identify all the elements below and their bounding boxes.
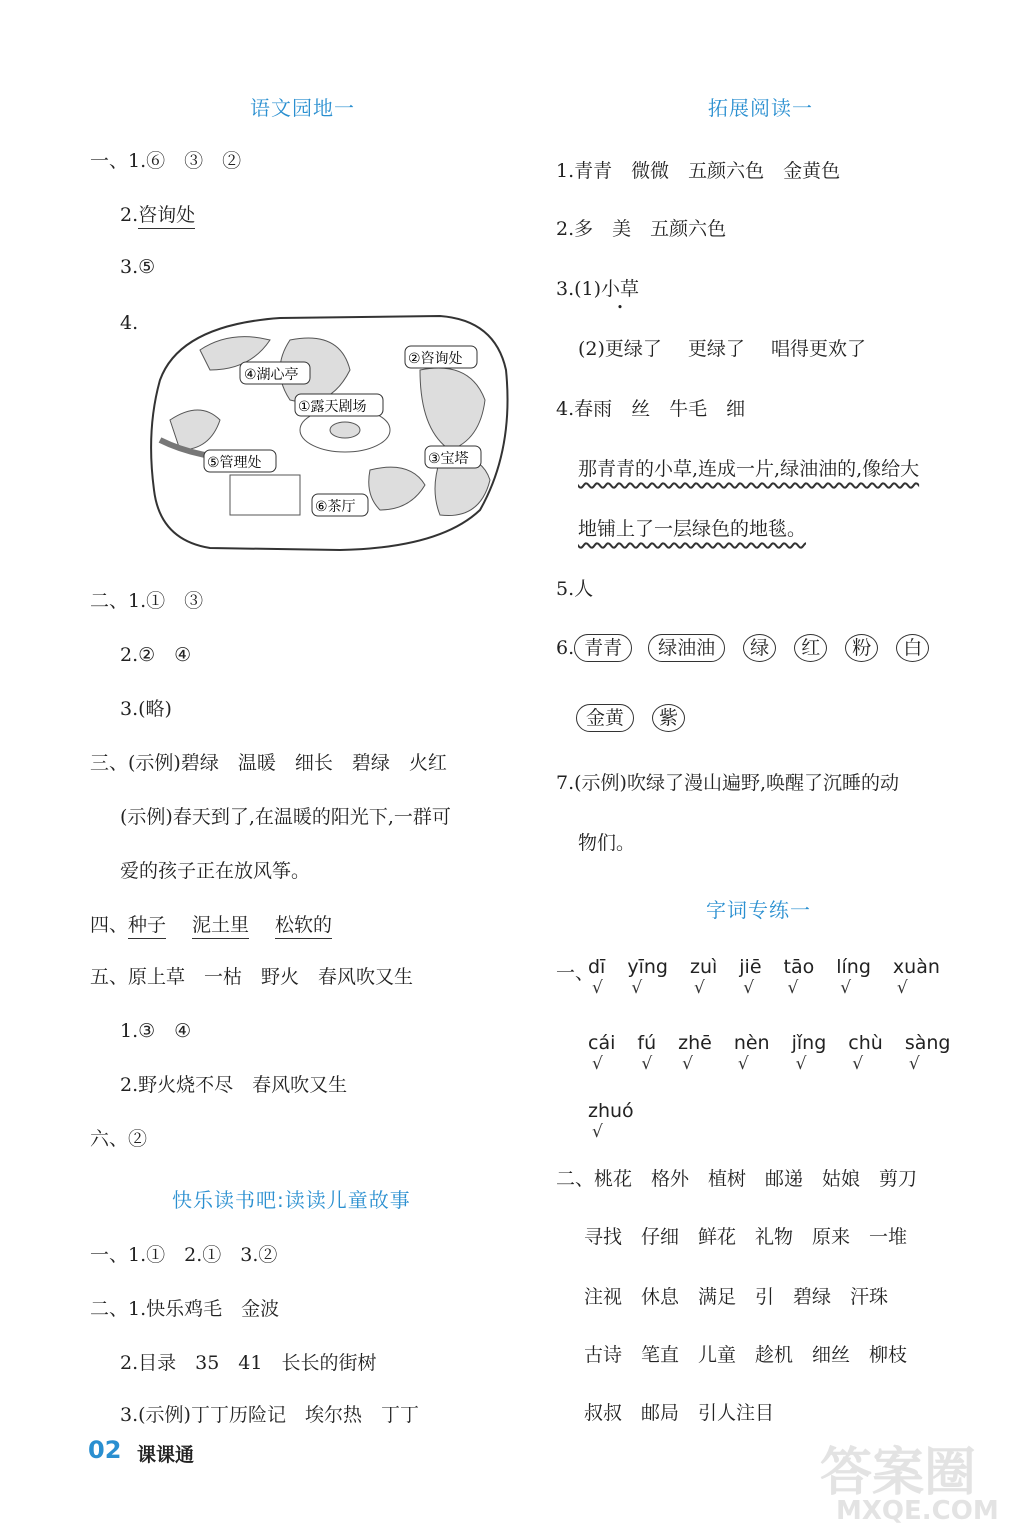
pinyin-item: jiē √ <box>739 956 762 998</box>
underlined-answer: 松软的 <box>275 914 332 939</box>
underlined-answer: 咨询处 <box>138 204 195 229</box>
answer-line <box>576 704 685 732</box>
answer-line: 4.春雨 丝 牛毛 细 <box>556 398 746 420</box>
brand-name: 课课通 <box>137 1444 195 1466</box>
pinyin-item: zhuó √ <box>588 1100 634 1142</box>
map-label: ③宝塔 <box>428 451 469 467</box>
map-label: ②咨询处 <box>408 351 463 367</box>
pinyin-item: xuàn √ <box>892 956 940 998</box>
park-map-figure <box>140 310 515 555</box>
answer-line <box>578 334 866 361</box>
answer-line: 一、1.⑥ ③ ② <box>90 150 242 172</box>
answer-line: 二、1.快乐鸡毛 金波 <box>90 1298 280 1320</box>
answer-line: 3.(示例)丁丁历险记 埃尔热 丁丁 <box>120 1404 419 1426</box>
map-label: ⑤管理处 <box>207 455 262 471</box>
answer-line: 4. <box>120 312 139 334</box>
answer-line: 5.人 <box>556 578 594 600</box>
circled-answer: 绿油油 <box>648 634 725 662</box>
pinyin-item: jǐng √ <box>791 1032 827 1074</box>
watermark-url: MXQE.COM <box>836 1496 999 1526</box>
section-title-tuozhan-yuedu: 拓展阅读一 <box>708 96 813 120</box>
circled-answer: 青青 <box>574 634 632 662</box>
answer-line: 二、1.① ③ <box>90 590 204 612</box>
wavy-underlined-sentence: 地铺上了一层绿色的地毯。 <box>578 518 807 540</box>
answer-line: 六、② <box>90 1128 148 1150</box>
answer-line: 一、 <box>556 962 595 984</box>
map-label: ①露天剧场 <box>298 399 367 415</box>
answer-line: 二、桃花 格外 植树 邮递 姑娘 剪刀 <box>556 1168 918 1190</box>
page-number: 02 <box>88 1436 122 1464</box>
answer-line: 7.(示例)吹绿了漫山遍野,唤醒了沉睡的动 <box>556 772 899 794</box>
pinyin-item: zhē √ <box>678 1032 712 1074</box>
pinyin-item: sàng √ <box>904 1032 951 1074</box>
answer-line: 一、1.① 2.① 3.② <box>90 1244 278 1266</box>
answer-line: 五、原上草 一枯 野火 春风吹又生 <box>90 966 414 988</box>
pinyin-row <box>588 1100 656 1142</box>
pinyin-item: nèn √ <box>733 1032 770 1074</box>
answer-line: 6. 青青 绿油油 绿 红 粉 白 <box>556 634 929 662</box>
circled-answer: 白 <box>896 634 929 662</box>
answer-line: 注视 休息 满足 引 碧绿 汗珠 <box>584 1286 889 1308</box>
answer-line: 3.(1)小草 <box>556 278 640 300</box>
circled-answer: 紫 <box>652 704 685 732</box>
answer-line: 三、(示例)碧绿 温暖 细长 碧绿 火红 <box>90 752 447 774</box>
pinyin-row <box>588 1032 972 1074</box>
answer-line: 2.② ④ <box>120 644 192 666</box>
circled-answer: 绿 <box>743 634 776 662</box>
watermark-logo: 答案圈 <box>820 1443 977 1503</box>
answer-line: 2.咨询处 <box>120 200 195 227</box>
answer-line: 物们。 <box>578 832 636 854</box>
answer-line: 叔叔 邮局 引人注目 <box>584 1402 775 1424</box>
pinyin-item: cái √ <box>588 1032 616 1074</box>
answer-line: 3.⑤ <box>120 256 156 278</box>
pinyin-item: zuì √ <box>689 956 718 998</box>
section-title-kuaile-dushuba: 快乐读书吧:读读儿童故事 <box>172 1188 411 1212</box>
answer-line: 四、种子 泥土里 松软的 <box>90 910 332 937</box>
map-label: ④湖心亭 <box>244 367 299 383</box>
answer-line: 2.多 美 五颜六色 <box>556 218 727 240</box>
map-label: ⑥茶厅 <box>315 499 356 515</box>
dotted-answer: 唱得更欢了 <box>770 338 866 360</box>
circled-answer: 红 <box>794 634 827 662</box>
circled-answer: 金黄 <box>576 704 634 732</box>
dotted-answer: 小草 <box>601 278 640 300</box>
answer-line: 2.目录 35 41 长长的街树 <box>120 1352 377 1374</box>
answer-line: (示例)春天到了,在温暖的阳光下,一群可 <box>120 806 451 828</box>
section-title-yuwen-yuandi: 语文园地一 <box>250 96 355 120</box>
section-title-zici-zhuanlian: 字词专练一 <box>706 898 811 922</box>
answer-line: 1.③ ④ <box>120 1020 192 1042</box>
pinyin-item: yīng √ <box>627 956 668 998</box>
answer-line: 1.青青 微微 五颜六色 金黄色 <box>556 160 841 182</box>
answer-line: 3.(略) <box>120 698 172 720</box>
answer-line: 2.野火烧不尽 春风吹又生 <box>120 1074 348 1096</box>
underlined-answer: 泥土里 <box>192 914 249 939</box>
pinyin-row <box>588 956 962 998</box>
pinyin-item: chù √ <box>848 1032 883 1074</box>
answer-line: 古诗 笔直 儿童 趁机 细丝 柳枝 <box>584 1344 908 1366</box>
circled-answer: 粉 <box>845 634 878 662</box>
pinyin-item: fú √ <box>637 1032 657 1074</box>
answer-line: 爱的孩子正在放风筝。 <box>120 860 311 882</box>
pinyin-item: líng √ <box>836 956 871 998</box>
underlined-answer: 种子 <box>128 914 166 939</box>
wavy-underlined-sentence: 那青青的小草,连成一片,绿油油的,像给大 <box>578 458 920 480</box>
dotted-answer: 更绿了 <box>687 338 745 360</box>
dotted-answer: (2)更绿了 <box>578 338 662 360</box>
pinyin-item: dī √ <box>588 956 606 998</box>
pinyin-item: tāo √ <box>783 956 815 998</box>
answer-line: 寻找 仔细 鲜花 礼物 原来 一堆 <box>584 1226 908 1248</box>
